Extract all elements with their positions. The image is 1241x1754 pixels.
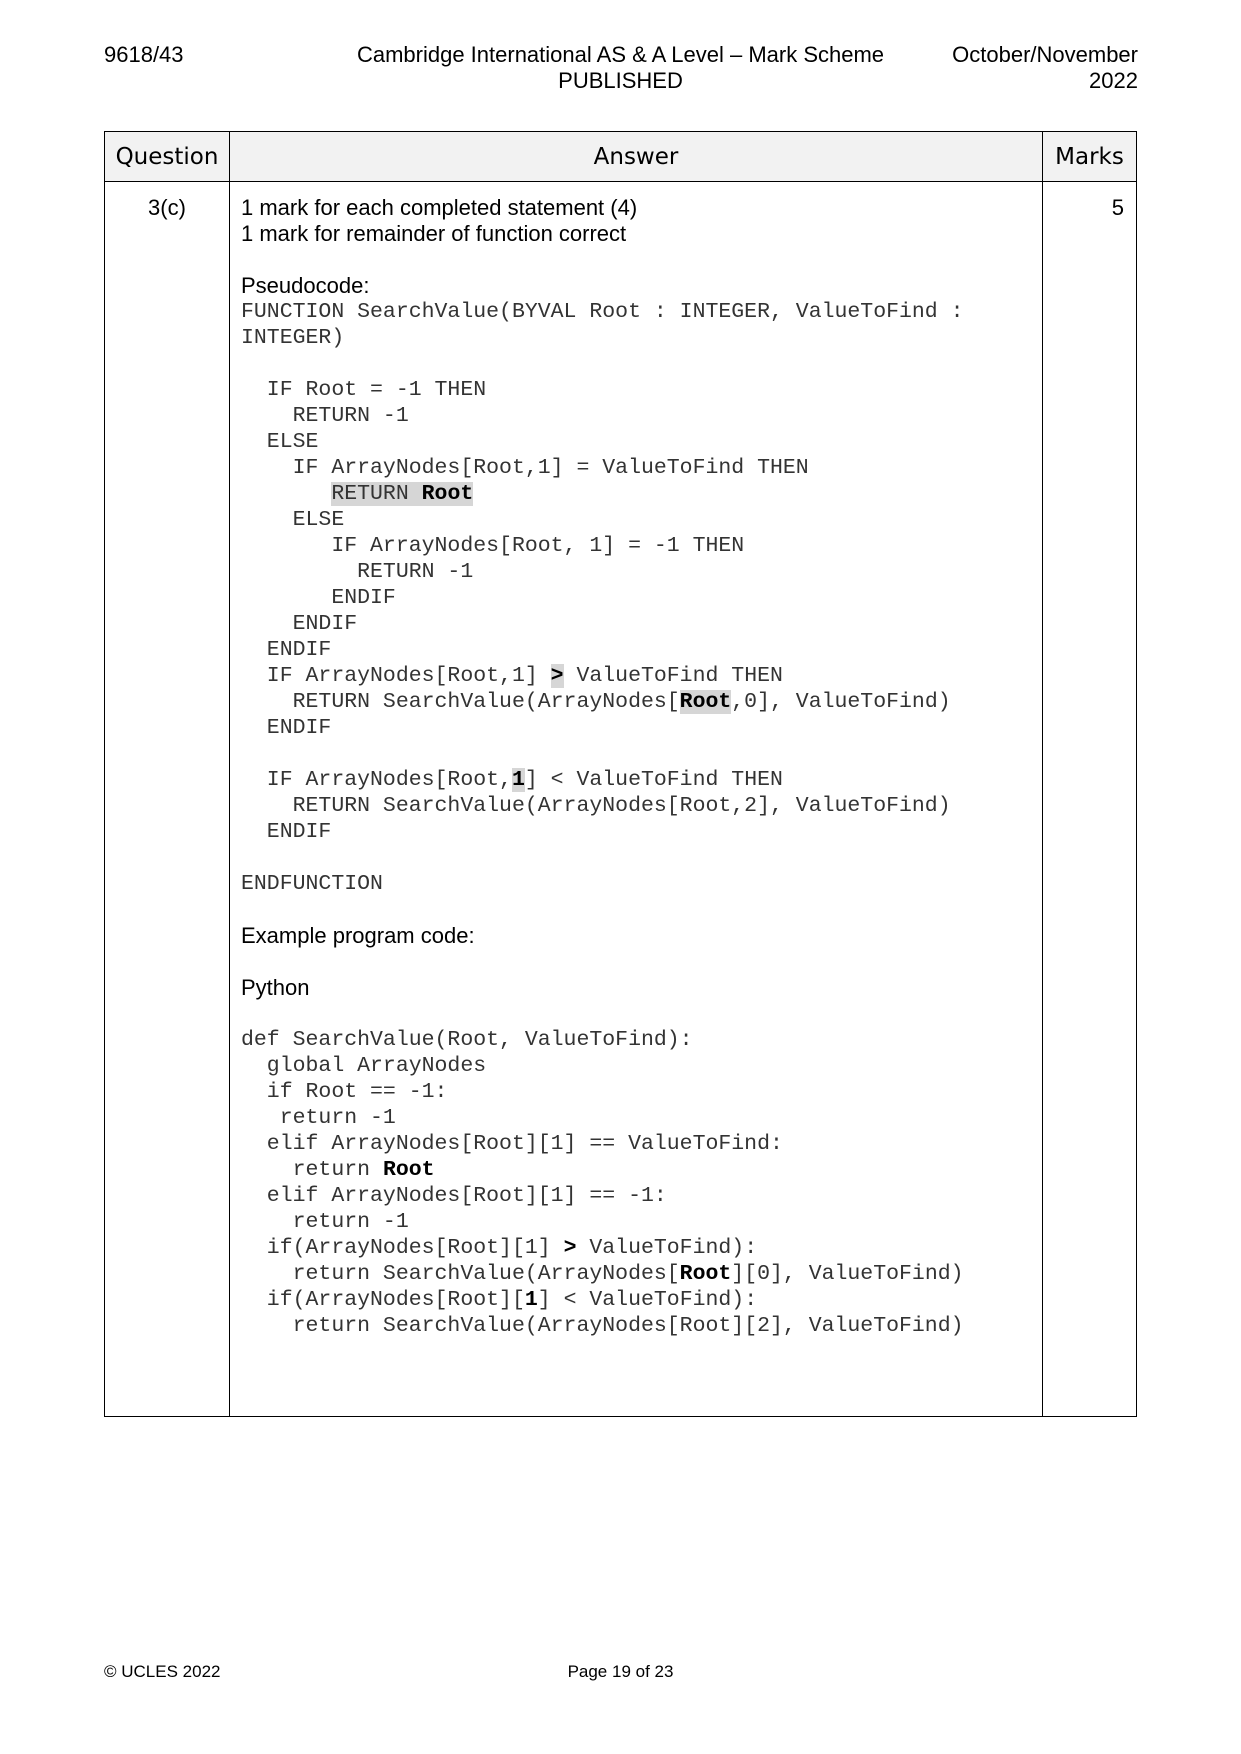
table-header-row xyxy=(105,132,1137,182)
code-line: elif ArrayNodes[Root][1] == -1: xyxy=(241,1184,667,1208)
code-fragment: ValueToFind THEN xyxy=(563,664,783,688)
code-fragment: RETURN xyxy=(331,482,422,506)
table-row xyxy=(105,182,1137,1417)
code-line: ENDIF xyxy=(241,586,396,610)
example-label: Example program code: xyxy=(241,923,475,948)
code-line: INTEGER) xyxy=(241,326,345,350)
code-line: RETURN -1 xyxy=(241,404,409,428)
paper-code: 9618/43 xyxy=(104,42,184,67)
answer-fragment: Root xyxy=(421,482,474,506)
code-fragment: ValueToFind): xyxy=(576,1236,758,1260)
code-line: ENDIF xyxy=(241,638,332,662)
code-fragment: return SearchValue(ArrayNodes[ xyxy=(241,1262,680,1286)
code-line: global ArrayNodes xyxy=(241,1054,487,1078)
code-line: ENDIF xyxy=(241,716,332,740)
question-number: 3(c) xyxy=(105,182,230,1417)
question-column-header: Question xyxy=(105,132,230,182)
code-line: IF ArrayNodes[Root, 1] = -1 THEN xyxy=(241,534,745,558)
code-fragment: RETURN SearchValue(ArrayNodes[ xyxy=(241,690,680,714)
code-fragment: IF ArrayNodes[Root, xyxy=(241,768,512,792)
session-line-2: 2022 xyxy=(1089,68,1138,93)
code-line: if Root == -1: xyxy=(241,1080,448,1104)
code-line: ELSE xyxy=(241,430,319,454)
mark-scheme-table xyxy=(104,131,1137,1417)
answer-column-header: Answer xyxy=(230,132,1043,182)
code-line: def SearchValue(Root, ValueToFind): xyxy=(241,1028,693,1052)
code-line: ENDFUNCTION xyxy=(241,872,383,896)
pseudocode-label: Pseudocode: xyxy=(241,273,370,298)
session-line-1: October/November xyxy=(952,42,1138,67)
answer-highlight: 1 xyxy=(511,768,525,792)
code-line-indent xyxy=(241,482,331,506)
python-code-block xyxy=(241,1027,1034,1339)
code-line: ENDIF xyxy=(241,612,358,636)
title-line-1: Cambridge International AS & A Level – Mark Scheme xyxy=(356,42,885,67)
marks-column-header: Marks xyxy=(1043,132,1137,182)
code-fragment: if(ArrayNodes[Root][ xyxy=(241,1288,525,1312)
code-line: FUNCTION SearchValue(BYVAL Root : INTEGER, ValueToFind : xyxy=(241,300,964,324)
code-fragment: ][0], ValueToFind) xyxy=(731,1262,964,1286)
code-line: ELSE xyxy=(241,508,345,532)
code-line: ENDIF xyxy=(241,820,332,844)
mark-note-1: 1 mark for each completed statement (4) xyxy=(241,195,638,220)
code-line: return SearchValue(ArrayNodes[Root][2], ValueToFind) xyxy=(241,1314,964,1338)
code-line: return -1 xyxy=(241,1210,409,1234)
code-fragment: ] < ValueToFind THEN xyxy=(524,768,783,792)
answer-highlight: Root xyxy=(679,690,732,714)
code-fragment: if(ArrayNodes[Root][1] xyxy=(241,1236,564,1260)
code-fragment: ,0], ValueToFind) xyxy=(731,690,951,714)
code-fragment: IF ArrayNodes[Root,1] xyxy=(241,664,551,688)
answer-fragment: > xyxy=(563,1236,577,1260)
answer-fragment: Root xyxy=(382,1158,435,1182)
code-fragment: return xyxy=(241,1158,383,1182)
copyright: © UCLES 2022 xyxy=(104,1662,221,1681)
code-line: RETURN SearchValue(ArrayNodes[Root,2], ValueToFind) xyxy=(241,794,951,818)
code-line: elif ArrayNodes[Root][1] == ValueToFind: xyxy=(241,1132,783,1156)
exam-session xyxy=(952,42,1138,94)
code-line: IF Root = -1 THEN xyxy=(241,378,487,402)
mark-note-2: 1 mark for remainder of function correct xyxy=(241,221,627,246)
answer-fragment: Root xyxy=(679,1262,732,1286)
answer-fragment: 1 xyxy=(524,1288,538,1312)
answer-highlight: > xyxy=(550,664,564,688)
title-line-2: PUBLISHED xyxy=(558,68,683,93)
code-line: IF ArrayNodes[Root,1] = ValueToFind THEN xyxy=(241,456,809,480)
language-label: Python xyxy=(241,975,310,1000)
code-line: return -1 xyxy=(241,1106,396,1130)
code-line: RETURN -1 xyxy=(241,560,474,584)
answer-cell xyxy=(230,182,1043,1417)
answer-highlight xyxy=(331,482,473,506)
marks-value: 5 xyxy=(1043,182,1137,1417)
page-number: Page 19 of 23 xyxy=(567,1662,674,1681)
code-fragment: ] < ValueToFind): xyxy=(537,1288,758,1312)
pseudocode-block xyxy=(241,299,1034,897)
